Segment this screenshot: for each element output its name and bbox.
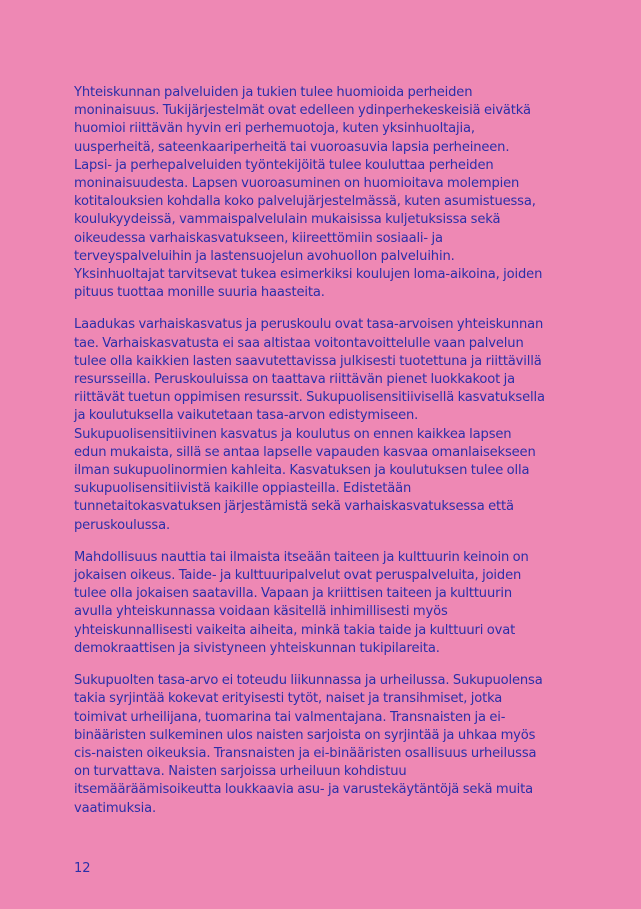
paragraph-arts-culture: Mahdollisuus nauttia tai ilmaista itseään taiteen ja kulttuurin keinoin on jokaisen oikeus. Taide- ja kulttuuripalvelut ovat peruspalveluita, joiden tulee olla jokaisen saatavilla. Vapaan ja kriittisen taiteen ja kulttuurin avulla yhteiskunnassa voidaan käsitellä inhimillisesti myös yhteiskunnallisesti vaikeita aiheita, minkä takia taide ja kulttuuri ovat demokraattisen ja sivistyneen yhteiskunnan tukipilareita. (74, 549, 529, 656)
body-text (74, 84, 546, 832)
paragraph-early-education: Laadukas varhaiskasvatus ja peruskoulu ovat tasa-arvoisen yhteiskunnan tae. Varhaiskasvatusta ei saa altistaa voitontavoittelulle vaan palvelun tulee olla kaikkien lasten saavutettavissa julkisesti tuotettuna ja riittävillä resursseilla. Peruskouluissa on taattava riittävän pienet luokkakoot ja riittävät tuetun oppimisen resurssit. Sukupuolisensitiivisellä kasvatuksella ja koulutuksella vaikutetaan tasa-arvon edistymiseen. Sukupuolisensitiivinen kasvatus ja koulutus on ennen kaikkea lapsen edun mukaista, sillä se antaa lapselle vapauden kasvaa omanlaisekseen ilman sukupuolinormien kahleita. Kasvatuksen ja koulutuksen tulee olla sukupuolisensitiivistä kaikille oppiasteilla. Edistetään tunnetaitokasvatuksen järjestämistä sekä varhaiskasvatuksessa että peruskoulussa. (74, 317, 545, 533)
paragraph-sports-equality: Sukupuolten tasa-arvo ei toteudu liikunnassa ja urheilussa. Sukupuolensa takia syrjintää kokevat erityisesti tytöt, naiset ja transihmiset, jotka toimivat urheilijana, tuomarina tai valmentajana. Transnaisten ja ei-binääristen sulkeminen ulos naisten sarjoista on syrjintää ja uhkaa myös cis-naisten oikeuksia. Transnaisten ja ei-binääristen osallisuus urheilussa on turvattava. Naisten sarjoissa urheiluun kohdistuu itsemääräämisoikeutta loukkaavia asu- ja varustekäytäntöjä sekä muita vaatimuksia. (74, 673, 543, 816)
page-number: 12 (74, 861, 91, 876)
paragraph-family-services: Yhteiskunnan palveluiden ja tukien tulee huomioida perheiden moninaisuus. Tukijärjestelmät ovat edelleen ydinperhekeskeisiä eivätkä huomioi riittävän hyvin eri perhemuotoja, kuten yksinhuoltajia, uusperheitä, sateenkaariperheitä tai vuoroasuvia lapsia perheineen. Lapsi- ja perhepalveluiden työntekijöitä tulee kouluttaa perheiden moninaisuudesta. Lapsen vuoroasuminen on huomioitava molempien kotitalouksien kohdalla koko palvelujärjestelmässä, kuten asumistuessa, koulukyydeissä, vammaispalvelulain mukaisissa kuljetuksissa sekä oikeudessa varhaiskasvatukseen, kiireettömiin sosiaali- ja terveyspalveluihin ja lastensuojelun avohuollon palveluihin. Yksinhuoltajat tarvitsevat tukea esimerkiksi koulujen loma-aikoina, joiden pituus tuottaa monille suuria haasteita. (74, 85, 543, 301)
